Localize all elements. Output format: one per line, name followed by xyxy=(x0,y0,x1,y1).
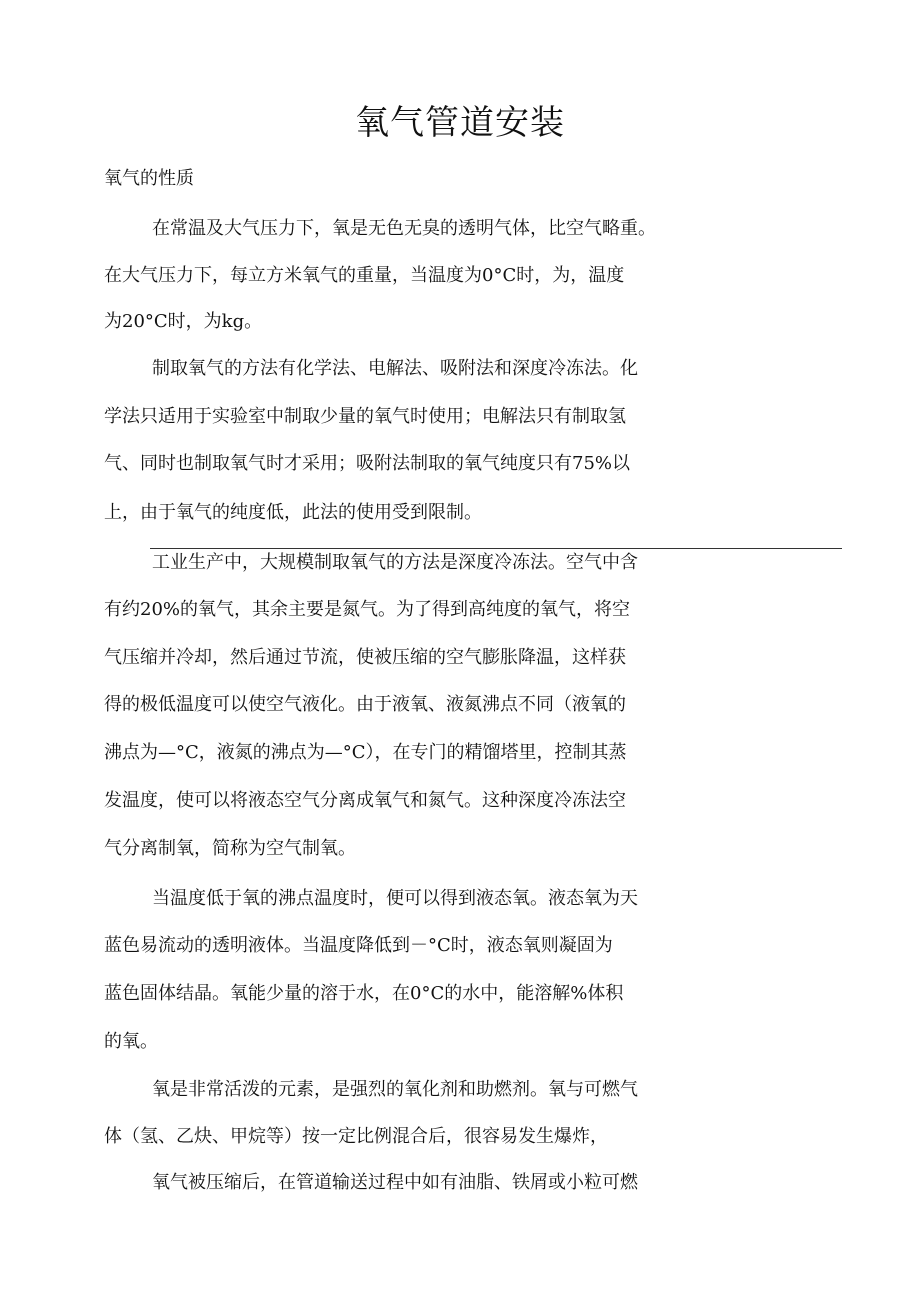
paragraph-line: 工业生产中，大规模制取氧气的方法是深度冷冻法。空气中含 xyxy=(152,552,638,573)
paragraph-line: 当温度低于氧的沸点温度时，便可以得到液态氧。液态氧为天 xyxy=(152,888,638,909)
paragraph-line: 在常温及大气压力下，氧是无色无臭的透明气体，比空气略重。 xyxy=(152,218,656,239)
paragraph-line: 上，由于氧气的纯度低，此法的使用受到限制。 xyxy=(104,502,482,523)
paragraph-line: 气、同时也制取氧气时才采用；吸附法制取的氧气纯度只有75%以 xyxy=(104,453,631,474)
paragraph-line: 发温度，使可以将液态空气分离成氧气和氮气。这种深度冷冻法空 xyxy=(104,790,626,811)
paragraph-line: 气压缩并冷却，然后通过节流，使被压缩的空气膨胀降温，这样获 xyxy=(104,647,626,668)
paragraph-line: 有约20%的氧气，其余主要是氮气。为了得到高纯度的氧气，将空 xyxy=(104,599,631,620)
paragraph-line: 为20°C时，为kg。 xyxy=(104,311,263,332)
section-heading: 氧气的性质 xyxy=(104,168,194,189)
paragraph-line: 沸点为—°C，液氮的沸点为—°C），在专门的精馏塔里，控制其蒸 xyxy=(104,742,627,763)
paragraph-line: 得的极低温度可以使空气液化。由于液氧、液氮沸点不同（液氧的 xyxy=(104,694,626,715)
horizontal-rule xyxy=(150,548,842,549)
paragraph-line: 制取氧气的方法有化学法、电解法、吸附法和深度冷冻法。化 xyxy=(152,358,638,379)
paragraph-line: 蓝色易流动的透明液体。当温度降低到－°C时，液态氧则凝固为 xyxy=(104,935,613,956)
paragraph-line: 体（氢、乙炔、甲烷等）按一定比例混合后，很容易发生爆炸， xyxy=(104,1126,608,1147)
paragraph-line: 气分离制氧，简称为空气制氧。 xyxy=(104,838,356,859)
paragraph-line: 蓝色固体结晶。氧能少量的溶于水，在0°C的水中，能溶解%体积 xyxy=(104,983,624,1004)
paragraph-line: 氧是非常活泼的元素，是强烈的氧化剂和助燃剂。氧与可燃气 xyxy=(152,1079,638,1100)
paragraph-line: 的氧。 xyxy=(104,1031,158,1052)
paragraph-line: 学法只适用于实验室中制取少量的氧气时使用；电解法只有制取氢 xyxy=(104,406,626,427)
paragraph-line: 在大气压力下，每立方米氧气的重量，当温度为0°C时，为，温度 xyxy=(104,265,625,286)
document-title: 氧气管道安装 xyxy=(355,103,565,143)
paragraph-line: 氧气被压缩后，在管道输送过程中如有油脂、铁屑或小粒可燃 xyxy=(152,1172,638,1193)
